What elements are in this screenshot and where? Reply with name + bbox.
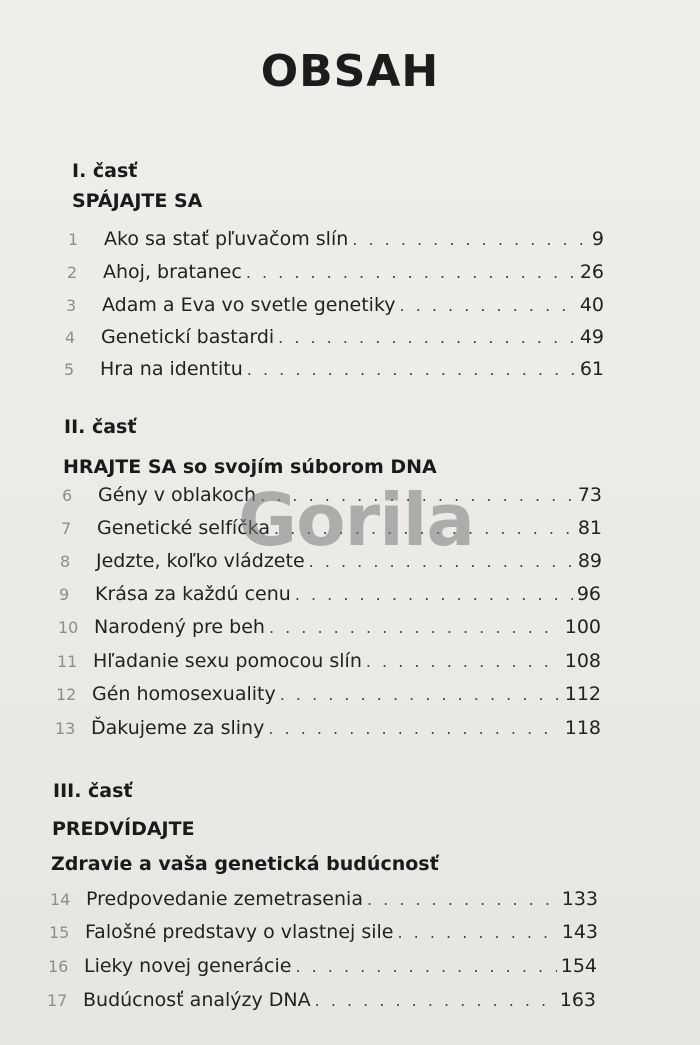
chapter-number: 12 bbox=[56, 685, 77, 704]
dot-leader bbox=[352, 230, 588, 249]
page-number: 40 bbox=[579, 294, 604, 316]
chapter-title: Jedzte, koľko vládzete bbox=[96, 550, 305, 572]
chapter-number: 2 bbox=[67, 263, 78, 282]
page-number: 81 bbox=[577, 517, 602, 539]
dot-leader bbox=[398, 923, 558, 942]
chapter-number: 5 bbox=[64, 360, 75, 379]
toc-entry bbox=[56, 683, 601, 711]
page-number: 108 bbox=[564, 650, 601, 672]
chapter-title: Ako sa stať pľuvačom slín bbox=[104, 228, 349, 250]
dot-leader bbox=[246, 263, 576, 282]
chapter-title: Budúcnosť analýzy DNA bbox=[83, 989, 311, 1011]
chapter-title: Hra na identitu bbox=[100, 358, 243, 380]
toc-entry bbox=[49, 921, 598, 949]
chapter-title: Falošné predstavy o vlastnej sile bbox=[85, 921, 394, 943]
chapter-title: Genetické selfíčka bbox=[97, 517, 270, 539]
dot-leader bbox=[278, 328, 576, 347]
toc-entry bbox=[58, 616, 601, 644]
toc-entry bbox=[66, 294, 604, 322]
chapter-number: 15 bbox=[49, 923, 70, 942]
chapter-number: 14 bbox=[50, 890, 71, 909]
toc-entry bbox=[48, 955, 597, 983]
chapter-number: 8 bbox=[60, 552, 71, 571]
chapter-title: Adam a Eva vo svetle genetiky bbox=[102, 294, 396, 316]
page-number: 73 bbox=[577, 484, 602, 506]
chapter-number: 7 bbox=[61, 519, 72, 538]
dot-leader bbox=[315, 991, 556, 1010]
toc-entry bbox=[50, 888, 598, 916]
page-number: 26 bbox=[579, 261, 604, 283]
dot-leader bbox=[367, 890, 558, 909]
chapter-title: Hľadanie sexu pomocou slín bbox=[93, 650, 362, 672]
dot-leader bbox=[268, 719, 560, 738]
page-number: 163 bbox=[559, 989, 596, 1011]
chapter-title: Lieky novej generácie bbox=[84, 955, 292, 977]
toc-entry bbox=[55, 717, 601, 745]
dot-leader bbox=[269, 618, 561, 637]
page-number: 49 bbox=[579, 326, 604, 348]
dot-leader bbox=[247, 360, 576, 379]
toc-entry bbox=[47, 989, 596, 1017]
part-2-title: HRAJTE SA so svojím súborom DNA bbox=[63, 456, 437, 478]
part-1-label: I. časť bbox=[72, 160, 138, 182]
watermark-logo: Gorila bbox=[238, 478, 475, 562]
chapter-title: Gén homosexuality bbox=[92, 683, 276, 705]
part-3-title: PREDVÍDAJTE bbox=[52, 818, 195, 840]
chapter-number: 6 bbox=[62, 486, 73, 505]
dot-leader bbox=[295, 585, 573, 604]
dot-leader bbox=[280, 685, 561, 704]
page-title: OBSAH bbox=[260, 46, 440, 97]
page-number: 118 bbox=[564, 717, 601, 739]
chapter-title: Genetickí bastardi bbox=[101, 326, 275, 348]
toc-entry bbox=[68, 228, 604, 256]
chapter-title: Krása za každú cenu bbox=[95, 583, 291, 605]
chapter-title: Predpovedanie zemetrasenia bbox=[86, 888, 363, 910]
page-number: 89 bbox=[577, 550, 602, 572]
chapter-number: 9 bbox=[59, 585, 70, 604]
dot-leader bbox=[400, 296, 576, 315]
dot-leader bbox=[295, 957, 556, 976]
page-number: 96 bbox=[576, 583, 601, 605]
chapter-title: Ďakujeme za sliny bbox=[91, 717, 265, 739]
chapter-number: 3 bbox=[66, 296, 77, 315]
toc-entry bbox=[59, 583, 601, 611]
chapter-number: 17 bbox=[47, 991, 68, 1010]
page-number: 100 bbox=[564, 616, 601, 638]
page-number: 112 bbox=[564, 683, 601, 705]
part-3-subtitle: Zdravie a vaša genetická budúcnosť bbox=[51, 853, 439, 875]
dot-leader bbox=[366, 652, 561, 671]
chapter-number: 1 bbox=[68, 230, 79, 249]
toc-entry bbox=[67, 261, 604, 289]
chapter-number: 4 bbox=[65, 328, 76, 347]
page-number: 154 bbox=[560, 955, 597, 977]
page-number: 133 bbox=[561, 888, 598, 910]
page-number: 61 bbox=[579, 358, 604, 380]
chapter-title: Ahoj, bratanec bbox=[103, 261, 242, 283]
toc-entry bbox=[57, 650, 601, 678]
part-1-title: SPÁJAJTE SA bbox=[72, 190, 203, 212]
toc-entry bbox=[64, 358, 604, 386]
page-number: 9 bbox=[591, 228, 604, 250]
part-3-label: III. časť bbox=[53, 780, 133, 802]
chapter-number: 16 bbox=[48, 957, 69, 976]
chapter-title: Gény v oblakoch bbox=[98, 484, 257, 506]
chapter-title: Narodený pre beh bbox=[94, 616, 265, 638]
part-2-label: II. časť bbox=[64, 416, 137, 438]
page-number: 143 bbox=[561, 921, 598, 943]
chapter-number: 11 bbox=[57, 652, 78, 671]
chapter-number: 13 bbox=[55, 719, 76, 738]
chapter-number: 10 bbox=[58, 618, 79, 637]
toc-entry bbox=[65, 326, 604, 354]
